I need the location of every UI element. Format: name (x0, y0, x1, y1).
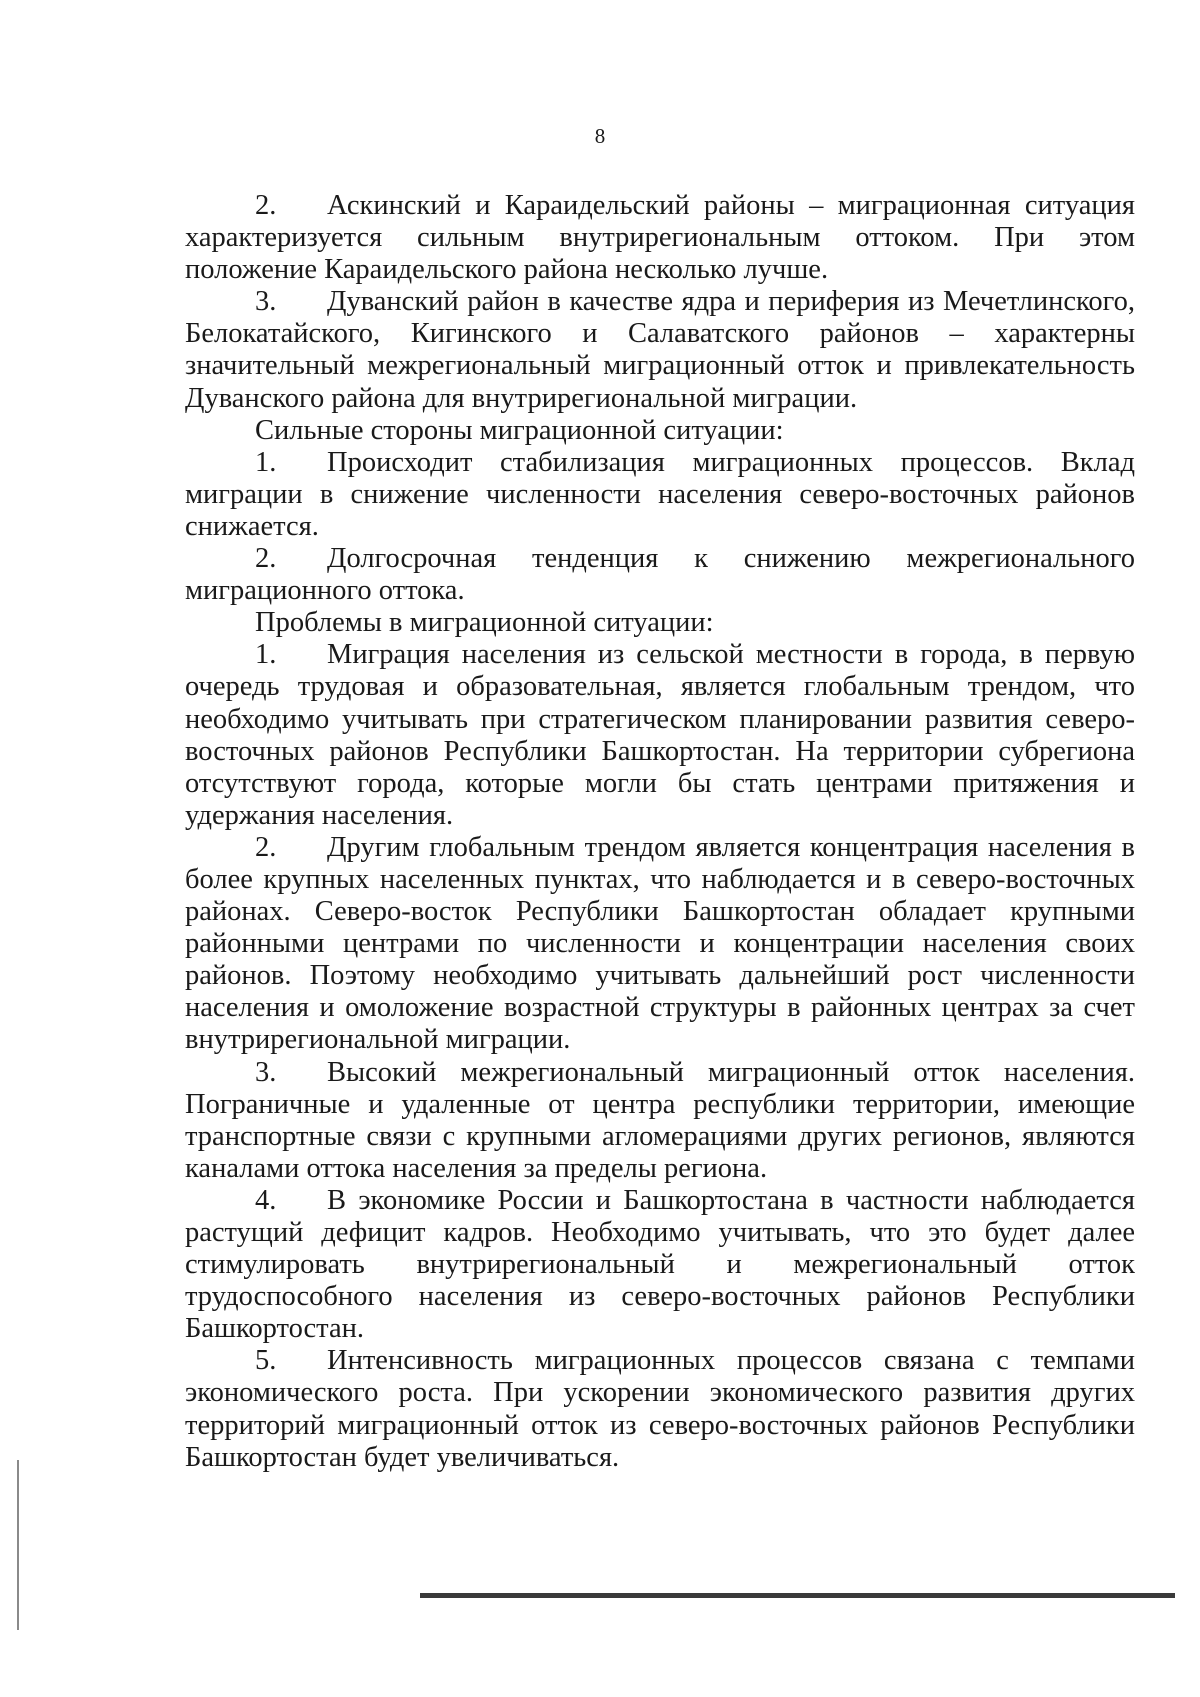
item-number: 2. (255, 831, 277, 863)
item-text: Интенсивность миграционных процессов связана с темпами экономического роста. При ускорении экономического развития других территорий миграционный отток из северо-восточных районов Республики Башкортостан будет увеличиваться. (185, 1345, 1135, 1473)
document-body (185, 190, 1135, 1474)
list-item (185, 832, 1135, 1057)
item-text: Высокий межрегиональный миграционный отток населения. Пограничные и удаленные от центра республики территории, имеющие транспортные связи с крупными агломерациями других регионов, являются каналами оттока населения за пределы региона. (185, 1056, 1135, 1184)
footer-rule (420, 1593, 1175, 1598)
page-number: 8 (594, 124, 606, 148)
item-number: 2. (255, 190, 277, 221)
item-text: Происходит стабилизация миграционных процессов. Вклад миграции в снижение численности населения северо-восточных районов снижается. (185, 446, 1135, 542)
item-text: Долгосрочная тенденция к снижению межрегионального миграционного оттока. (185, 543, 1135, 607)
item-number: 3. (255, 286, 277, 318)
problems-heading: Проблемы в миграционной ситуации: (255, 607, 714, 639)
item-text: Аскинский и Караидельский районы – миграционная ситуация характеризуется сильным внутрирегиональным оттоком. При этом положение Караидельского района несколько лучше. (185, 190, 1135, 286)
item-text: В экономике России и Башкортостана в частности наблюдается растущий дефицит кадров. Необходимо учитывать, что это будет далее стимулировать внутрирегиональный и межрегиональный отток трудоспособного населения из северо-восточных районов Республики Башкортостан. (185, 1184, 1135, 1345)
list-item (185, 447, 1135, 543)
item-number: 1. (255, 446, 277, 478)
item-number: 3. (255, 1056, 277, 1088)
item-number: 4. (255, 1184, 277, 1216)
list-item (185, 1345, 1135, 1473)
list-item (185, 543, 1135, 607)
item-number: 1. (255, 639, 277, 671)
list-item (185, 190, 1135, 286)
scan-margin-line (17, 1460, 19, 1630)
item-number: 5. (255, 1345, 277, 1377)
list-item (185, 639, 1135, 832)
list-item (185, 1057, 1135, 1185)
item-text: Дуванский район в качестве ядра и периферия из Мечетлинского, Белокатайского, Кигинского и Салаватского районов – характерны значительный межрегиональный миграционный отток и привлекательность Дуванского района для внутрирегиональной миграции. (185, 286, 1135, 414)
item-text: Другим глобальным трендом является концентрация населения в более крупных населенных пунктах, что наблюдается и в северо-восточных районах. Северо-восток Республики Башкортостан обладает крупными районными центрами по численности и концентрации населения своих районов. Поэтому необходимо учитывать дальнейший рост численности населения и омоложение возрастной структуры в районных центрах за счет внутрирегиональной миграции. (185, 831, 1135, 1056)
strengths-heading: Сильные стороны миграционной ситуации: (255, 414, 784, 446)
item-text: Миграция населения из сельской местности в города, в первую очередь трудовая и образовательная, является глобальным трендом, что необходимо учитывать при стратегическом планировании развития северо-восточных районов Республики Башкортостан. На территории субрегиона отсутствуют города, которые могли бы стать центрами притяжения и удержания населения. (185, 639, 1135, 831)
item-number: 2. (255, 543, 277, 575)
list-item (185, 286, 1135, 414)
list-item (185, 1185, 1135, 1345)
